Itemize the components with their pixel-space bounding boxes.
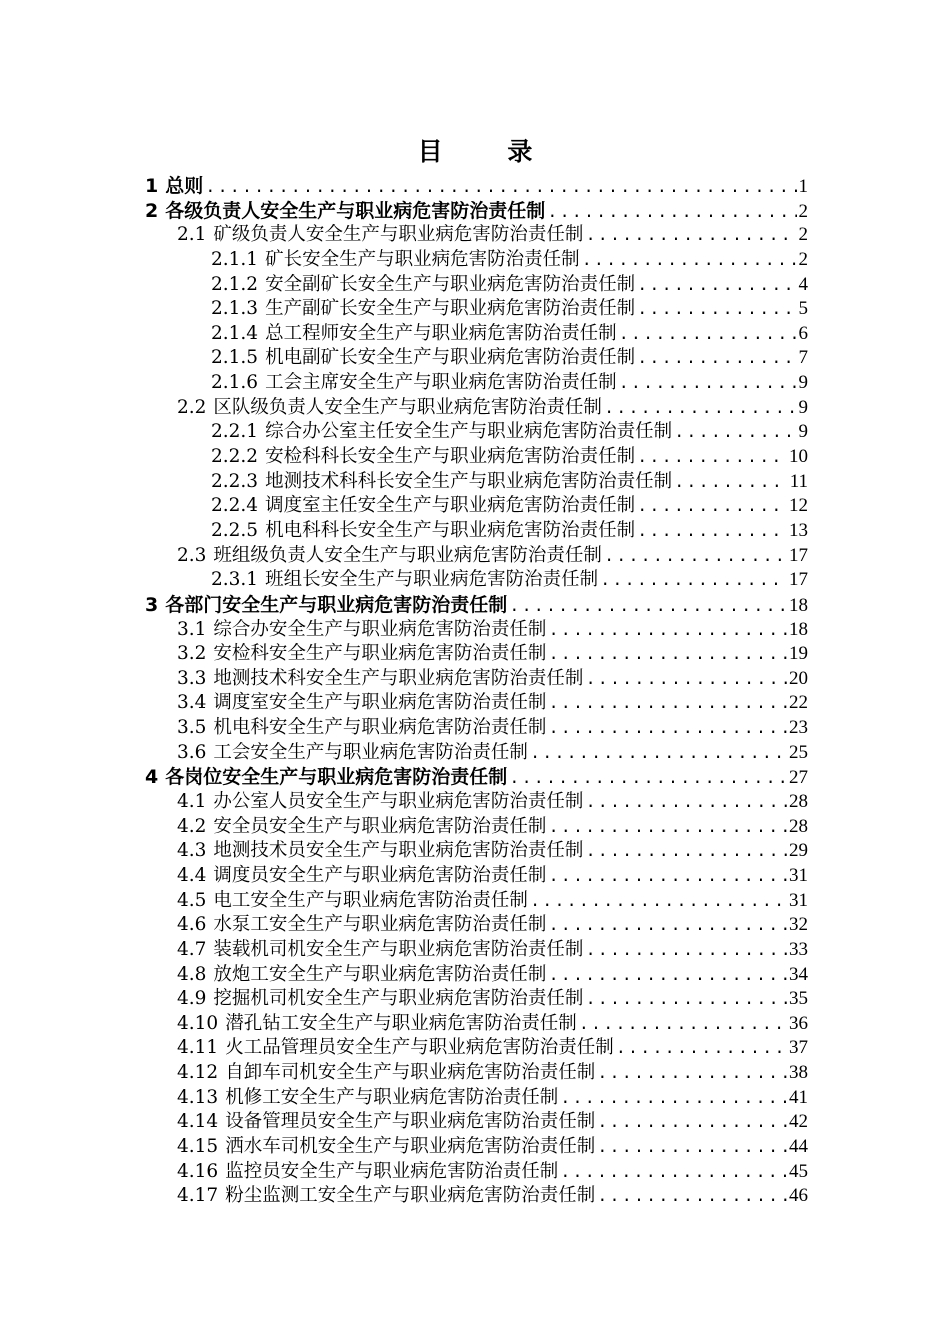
toc-entry-number: 2.2.5 [211,519,259,541]
toc-dot-leader [637,521,787,546]
toc-entry[interactable] [0,346,808,371]
toc-entry-page-number: 12 [789,495,808,517]
toc-dot-leader [619,373,797,398]
toc-entry[interactable] [0,987,808,1012]
toc-entry-title: 生产副矿长安全生产与职业病危害防治责任制 [265,298,636,320]
toc-entry-number: 4.5 [177,889,207,911]
toc-entry-title: 班组级负责人安全生产与职业病危害防治责任制 [213,544,602,566]
toc-entry-page-number: 28 [789,815,808,837]
toc-entry[interactable] [0,1135,808,1160]
toc-entry-page-number: 32 [789,914,808,936]
toc-entry-page-number: 22 [789,692,808,714]
toc-dot-leader [637,447,787,472]
toc-entry-page-number: 28 [789,791,808,813]
toc-entry[interactable] [0,568,808,593]
toc-entry-number: 2.2 [177,396,207,418]
toc-entry[interactable] [0,519,808,544]
toc-entry-page-number: 37 [789,1037,808,1059]
toc-dot-leader [637,496,787,521]
toc-entry-title: 地测技术科安全生产与职业病危害防治责任制 [213,667,584,689]
toc-entry[interactable] [0,864,808,889]
toc-dot-leader [585,940,787,965]
toc-entry[interactable] [0,963,808,988]
toc-dot-leader [509,596,787,621]
toc-entry-number: 2.1.4 [211,322,259,344]
toc-dot-leader [637,299,796,324]
toc-dot-leader [582,250,797,275]
toc-entry-page-number: 29 [789,840,808,862]
toc-entry[interactable] [0,1160,808,1185]
toc-entry-page-number: 2 [798,200,808,222]
toc-entry[interactable] [0,494,808,519]
toc-dot-leader [560,1088,787,1113]
toc-dot-leader [604,398,797,423]
toc-entry[interactable] [0,1012,808,1037]
toc-dot-leader [674,422,796,447]
table-of-contents [0,174,950,1209]
toc-entry[interactable] [0,593,808,618]
toc-dot-leader [548,965,787,990]
toc-entry-number: 3.3 [177,667,207,689]
toc-entry-page-number: 5 [798,298,808,320]
toc-entry-page-number: 25 [789,741,808,763]
toc-entry[interactable] [0,396,808,421]
toc-entry-number: 2.2.4 [211,495,259,517]
toc-dot-leader [548,693,787,718]
toc-entry-number: 2.2.2 [211,446,259,468]
toc-entry[interactable] [0,839,808,864]
toc-entry-page-number: 19 [789,643,808,665]
toc-dot-leader [579,1014,787,1039]
toc-dot-leader [548,718,787,743]
toc-entry-number: 4.15 [177,1135,219,1157]
toc-entry-page-number: 17 [789,544,808,566]
toc-entry[interactable] [0,273,808,298]
toc-entry-page-number: 4 [798,273,808,295]
toc-dot-leader [637,348,796,373]
toc-dot-leader [548,915,787,940]
toc-entry-title: 机修工安全生产与职业病危害防治责任制 [225,1086,559,1108]
toc-entry-number: 2 [145,199,159,222]
toc-entry-number: 2.2.3 [211,470,259,492]
toc-entry-title: 机电科科长安全生产与职业病危害防治责任制 [265,519,636,541]
toc-entry-number: 4.4 [177,864,207,886]
toc-dot-leader [597,1063,787,1088]
toc-entry-title: 安全副矿长安全生产与职业病危害防治责任制 [265,273,636,295]
toc-entry-page-number: 7 [798,347,808,369]
toc-entry-number: 3.4 [177,692,207,714]
toc-entry-number: 1 [145,175,159,197]
toc-entry-number: 2.2.1 [211,421,259,443]
toc-entry[interactable] [0,470,808,495]
toc-entry[interactable] [0,938,808,963]
toc-entry[interactable] [0,174,808,199]
toc-entry-title: 安检科安全生产与职业病危害防治责任制 [213,643,547,665]
toc-entry-title: 监控员安全生产与职业病危害防治责任制 [225,1160,559,1182]
toc-entry-title: 安全员安全生产与职业病危害防治责任制 [213,815,547,837]
toc-dot-leader [674,472,788,497]
toc-dot-leader [548,817,787,842]
toc-entry-title: 设备管理员安全生产与职业病危害防治责任制 [225,1111,596,1133]
toc-entry-title: 放炮工安全生产与职业病危害防治责任制 [213,963,547,985]
toc-entry-number: 3 [145,593,159,616]
toc-entry-title: 矿长安全生产与职业病危害防治责任制 [265,248,580,270]
toc-entry-page-number: 13 [789,519,808,541]
toc-entry-title: 工会主席安全生产与职业病危害防治责任制 [265,372,617,394]
toc-entry-title: 挖掘机司机安全生产与职业病危害防治责任制 [213,988,584,1010]
toc-entry-page-number: 18 [789,618,808,640]
toc-entry-number: 4.3 [177,840,207,862]
toc-entry-title: 工会安全生产与职业病危害防治责任制 [213,741,528,763]
toc-dot-leader [548,644,787,669]
toc-entry[interactable] [0,322,808,347]
toc-entry-page-number: 35 [789,988,808,1010]
toc-entry-page-number: 42 [789,1111,808,1133]
toc-entry[interactable] [0,716,808,741]
toc-entry-number: 2.3 [177,544,207,566]
toc-entry-number: 4.13 [177,1086,219,1108]
toc-entry-number: 2.1.3 [211,298,259,320]
toc-entry-page-number: 17 [789,569,808,591]
toc-entry-number: 2.1.1 [211,248,259,270]
toc-entry-title: 安检科科长安全生产与职业病危害防治责任制 [265,446,636,468]
toc-entry-page-number: 23 [789,717,808,739]
toc-dot-leader [637,275,796,300]
toc-entry[interactable] [0,790,808,815]
toc-entry-page-number: 1 [798,176,808,197]
toc-entry-number: 2.3.1 [211,569,259,591]
toc-entry-number: 3.2 [177,643,207,665]
toc-entry-page-number: 38 [789,1062,808,1084]
toc-entry-page-number: 36 [789,1012,808,1034]
toc-entry-page-number: 2 [798,248,808,270]
toc-dot-leader [530,891,787,916]
toc-entry-number: 4.9 [177,988,207,1010]
toc-dot-leader [560,1162,787,1187]
toc-entry-number: 4.16 [177,1160,219,1182]
toc-entry[interactable] [0,199,808,224]
toc-dot-leader [585,225,796,250]
toc-entry-page-number: 18 [789,594,808,616]
toc-entry-title: 装载机司机安全生产与职业病危害防治责任制 [213,938,584,960]
toc-entry-page-number: 9 [798,396,808,418]
toc-entry-title: 地测技术科科长安全生产与职业病危害防治责任制 [265,470,673,492]
toc-dot-leader [547,202,796,227]
toc-entry-title: 粉尘监测工安全生产与职业病危害防治责任制 [225,1185,596,1207]
toc-entry-number: 4.11 [177,1037,219,1059]
toc-entry-title: 调度室主任安全生产与职业病危害防治责任制 [265,495,636,517]
toc-entry-title: 各部门安全生产与职业病危害防治责任制 [165,593,508,616]
toc-entry-title: 自卸车司机安全生产与职业病危害防治责任制 [225,1062,596,1084]
toc-dot-leader [585,792,787,817]
toc-entry-number: 4.17 [177,1185,219,1207]
toc-entry-title: 各级负责人安全生产与职业病危害防治责任制 [165,199,546,222]
toc-entry-title: 火工品管理员安全生产与职业病危害防治责任制 [225,1037,614,1059]
toc-entry-number: 2.1 [177,224,207,246]
toc-entry[interactable] [0,445,808,470]
toc-dot-leader [585,989,787,1014]
toc-entry-page-number: 46 [789,1185,808,1207]
toc-entry-page-number: 41 [789,1086,808,1108]
toc-entry-page-number: 6 [798,322,808,344]
toc-entry-number: 3.5 [177,717,207,739]
toc-entry[interactable] [0,1086,808,1111]
toc-entry-page-number: 11 [789,470,808,492]
toc-entry[interactable] [0,815,808,840]
toc-entry-title: 各岗位安全生产与职业病危害防治责任制 [165,766,508,789]
toc-entry-title: 矿级负责人安全生产与职业病危害防治责任制 [213,224,584,246]
toc-entry-number: 3.1 [177,618,207,640]
toc-dot-leader [616,1038,787,1063]
toc-entry[interactable] [0,1110,808,1135]
toc-entry[interactable] [0,297,808,322]
toc-entry-page-number: 27 [789,767,808,789]
toc-entry-title: 综合办安全生产与职业病危害防治责任制 [213,618,547,640]
toc-entry-page-number: 31 [789,889,808,911]
toc-entry-page-number: 34 [789,963,808,985]
toc-entry-title: 总工程师安全生产与职业病危害防治责任制 [265,322,617,344]
toc-entry[interactable] [0,667,808,692]
toc-entry-number: 3.6 [177,741,207,763]
toc-entry-title: 电工安全生产与职业病危害防治责任制 [213,889,528,911]
toc-dot-leader [619,324,797,349]
toc-entry-title: 综合办公室主任安全生产与职业病危害防治责任制 [265,421,673,443]
toc-entry-title: 地测技术员安全生产与职业病危害防治责任制 [213,840,584,862]
toc-entry-number: 4.1 [177,791,207,813]
toc-entry-page-number: 45 [789,1160,808,1182]
toc-entry-title: 办公室人员安全生产与职业病危害防治责任制 [213,791,584,813]
toc-entry[interactable] [0,420,808,445]
toc-entry[interactable] [0,544,808,569]
toc-entry-title: 调度员安全生产与职业病危害防治责任制 [213,864,547,886]
toc-entry[interactable] [0,1184,808,1209]
toc-entry[interactable] [0,371,808,396]
toc-entry[interactable] [0,248,808,273]
toc-entry-title: 总则 [165,175,204,197]
toc-entry[interactable] [0,1036,808,1061]
toc-entry[interactable] [0,889,808,914]
toc-entry[interactable] [0,1061,808,1086]
toc-entry-title: 水泵工安全生产与职业病危害防治责任制 [213,914,547,936]
toc-entry[interactable] [0,913,808,938]
toc-entry-title: 洒水车司机安全生产与职业病危害防治责任制 [225,1135,596,1157]
toc-entry-title: 机电副矿长安全生产与职业病危害防治责任制 [265,347,636,369]
toc-entry-page-number: 20 [789,667,808,689]
toc-title: 目 录 [417,137,561,166]
toc-entry[interactable] [0,642,808,667]
toc-entry-number: 4.6 [177,914,207,936]
toc-dot-leader [548,866,787,891]
toc-entry-number: 4.12 [177,1062,219,1084]
toc-entry[interactable] [0,765,808,790]
toc-dot-leader [604,546,787,571]
toc-entry-number: 4.10 [177,1012,219,1034]
toc-dot-leader [548,620,787,645]
toc-entry[interactable] [0,223,808,248]
toc-entry-title: 潜孔钻工安全生产与职业病危害防治责任制 [225,1012,577,1034]
toc-entry[interactable] [0,691,808,716]
toc-entry-page-number: 9 [798,372,808,394]
toc-entry-number: 4 [145,766,159,789]
toc-entry-number: 4.7 [177,938,207,960]
toc-dot-leader [597,1137,787,1162]
toc-entry-page-number: 9 [798,421,808,443]
toc-dot-leader [585,669,787,694]
toc-entry-page-number: 10 [789,446,808,468]
toc-entry[interactable] [0,618,808,643]
toc-dot-leader [585,841,787,866]
toc-entry-number: 2.1.5 [211,347,259,369]
toc-entry-number: 4.2 [177,815,207,837]
toc-dot-leader [600,570,787,595]
toc-entry-number: 4.14 [177,1111,219,1133]
toc-entry-page-number: 44 [789,1135,808,1157]
toc-entry-number: 2.1.6 [211,372,259,394]
toc-entry-number: 4.8 [177,963,207,985]
toc-entry-page-number: 2 [798,224,808,246]
toc-entry-page-number: 33 [789,938,808,960]
toc-entry-title: 调度室安全生产与职业病危害防治责任制 [213,692,547,714]
toc-entry-title: 机电科安全生产与职业病危害防治责任制 [213,717,547,739]
toc-entry[interactable] [0,741,808,766]
toc-entry-title: 班组长安全生产与职业病危害防治责任制 [265,569,599,591]
toc-entry-number: 2.1.2 [211,273,259,295]
toc-dot-leader [597,1186,787,1211]
toc-dot-leader [597,1112,787,1137]
toc-entry-title: 区队级负责人安全生产与职业病危害防治责任制 [213,396,602,418]
toc-dot-leader [530,743,787,768]
toc-entry-page-number: 31 [789,864,808,886]
